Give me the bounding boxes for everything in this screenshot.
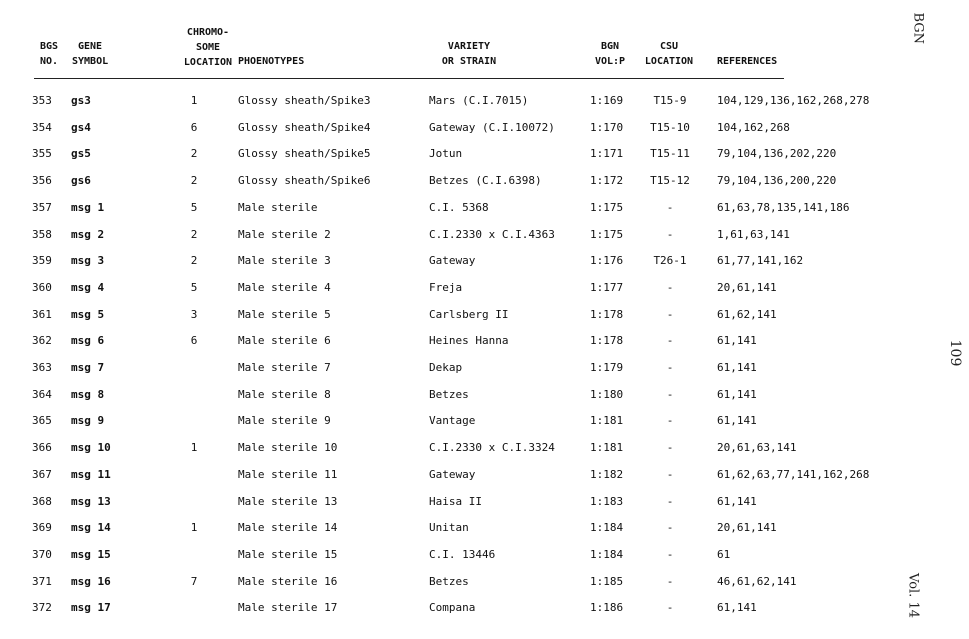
chromosome-location-cell: 1	[190, 94, 198, 107]
header-csu-line1: CSU	[659, 41, 679, 52]
bgn-volume-page-cell: 1:181	[590, 441, 624, 454]
bgn-volume-page-cell: 1:184	[590, 548, 624, 561]
variety-cell: C.I.2330 x C.I.3324	[429, 441, 555, 454]
csu-location-cell: -	[666, 575, 674, 588]
bgs-number-cell: 371	[32, 575, 52, 588]
references-cell: 61,141	[717, 414, 757, 427]
phenotype-cell: Glossy sheath/Spike3	[238, 94, 371, 107]
running-head: BGN	[910, 12, 926, 45]
bgn-volume-page-cell: 1:175	[590, 201, 624, 214]
bgs-number-cell: 364	[32, 388, 52, 401]
bgs-number-cell: 362	[32, 334, 52, 347]
variety-cell: Carlsberg II	[429, 308, 509, 321]
references-cell: 61,141	[717, 388, 757, 401]
gene-symbol-cell: msg 6	[71, 334, 105, 347]
bgs-number-cell: 369	[32, 521, 52, 534]
bgn-volume-page-cell: 1:170	[590, 121, 624, 134]
phenotype-cell: Male sterile 9	[238, 414, 331, 427]
bgn-volume-page-cell: 1:171	[590, 147, 624, 160]
header-phenotypes	[238, 54, 304, 69]
header-bgs-line1: BGS	[39, 41, 59, 52]
bgs-number-cell: 372	[32, 601, 52, 614]
volume-label: Vol. 14	[905, 573, 921, 618]
chromosome-location-cell: 5	[190, 281, 198, 294]
csu-location-cell: -	[666, 361, 674, 374]
references-cell: 79,104,136,200,220	[717, 174, 837, 187]
variety-cell: C.I.2330 x C.I.4363	[429, 228, 555, 241]
chromosome-location-cell: 7	[190, 575, 198, 588]
gene-symbol-cell: msg 9	[71, 414, 105, 427]
variety-cell: Gateway	[429, 254, 476, 267]
bgs-number-cell: 360	[32, 281, 52, 294]
phenotype-cell: Male sterile 16	[238, 575, 338, 588]
variety-cell: Betzes	[429, 388, 469, 401]
csu-location-cell: -	[666, 201, 674, 214]
bgn-volume-page-cell: 1:185	[590, 575, 624, 588]
phenotype-cell: Male sterile 15	[238, 548, 338, 561]
header-chrom-line2: SOME	[195, 42, 221, 53]
references-cell: 79,104,136,202,220	[717, 147, 837, 160]
csu-location-cell: -	[666, 388, 674, 401]
chromosome-location-cell: 2	[190, 147, 198, 160]
bgs-number-cell: 359	[32, 254, 52, 267]
references-cell: 61,62,141	[717, 308, 777, 321]
header-vol-line2: VOL:P	[594, 56, 626, 67]
bgn-volume-page-cell: 1:180	[590, 388, 624, 401]
header-references	[717, 54, 777, 69]
chromosome-location-cell: 2	[190, 254, 198, 267]
gene-symbol-cell: msg 16	[71, 575, 111, 588]
gene-symbol-cell: msg 13	[71, 495, 111, 508]
references-cell: 61,141	[717, 495, 757, 508]
phenotype-cell: Male sterile 10	[238, 441, 338, 454]
bgs-number-cell: 365	[32, 414, 52, 427]
phenotype-cell: Glossy sheath/Spike4	[238, 121, 371, 134]
gene-symbol-cell: gs5	[71, 147, 91, 160]
references-cell: 61,77,141,162	[717, 254, 804, 267]
variety-cell: Freja	[429, 281, 463, 294]
chromosome-location-cell: 5	[190, 201, 198, 214]
bgn-volume-page-cell: 1:176	[590, 254, 624, 267]
references-cell: 61,63,78,135,141,186	[717, 201, 850, 214]
phenotype-cell: Male sterile 4	[238, 281, 331, 294]
references-cell: 46,61,62,141	[717, 575, 797, 588]
gene-symbol-cell: msg 2	[71, 228, 105, 241]
variety-cell: Vantage	[429, 414, 476, 427]
chromosome-location-cell: 2	[190, 174, 198, 187]
gene-symbol-cell: msg 7	[71, 361, 105, 374]
header-bgs-no	[38, 39, 60, 69]
gene-symbol-cell: msg 14	[71, 521, 111, 534]
header-csu-location	[642, 39, 696, 69]
phenotype-cell: Male sterile 6	[238, 334, 331, 347]
csu-location-cell: -	[666, 441, 674, 454]
bgs-number-cell: 355	[32, 147, 52, 160]
gene-symbol-cell: msg 17	[71, 601, 111, 614]
phenotype-cell: Male sterile 7	[238, 361, 331, 374]
csu-location-cell: T15-12	[650, 174, 690, 187]
chromosome-location-cell: 6	[190, 334, 198, 347]
variety-cell: C.I. 5368	[429, 201, 489, 214]
bgn-volume-page-cell: 1:179	[590, 361, 624, 374]
variety-cell: Compana	[429, 601, 476, 614]
header-ref-label: REFERENCES	[717, 56, 778, 67]
csu-location-cell: T15-9	[653, 94, 687, 107]
header-variety	[424, 39, 514, 69]
bgs-number-cell: 353	[32, 94, 52, 107]
bgn-volume-page-cell: 1:178	[590, 308, 624, 321]
header-chrom-line3: LOCATION	[183, 57, 233, 68]
header-chrom-line1: CHROMO-	[186, 27, 230, 38]
bgs-number-cell: 358	[32, 228, 52, 241]
header-bgn-vol	[590, 39, 630, 69]
csu-location-cell: -	[666, 334, 674, 347]
gene-symbol-cell: msg 8	[71, 388, 105, 401]
csu-location-cell: -	[666, 601, 674, 614]
variety-cell: Mars (C.I.7015)	[429, 94, 529, 107]
bgn-volume-page-cell: 1:186	[590, 601, 624, 614]
csu-location-cell: -	[666, 228, 674, 241]
bgs-number-cell: 363	[32, 361, 52, 374]
bgn-volume-page-cell: 1:177	[590, 281, 624, 294]
phenotype-cell: Male sterile 17	[238, 601, 338, 614]
variety-cell: Dekap	[429, 361, 463, 374]
chromosome-location-cell: 2	[190, 228, 198, 241]
phenotype-cell: Male sterile 5	[238, 308, 331, 321]
references-cell: 104,129,136,162,268,278	[717, 94, 870, 107]
references-cell: 61,141	[717, 361, 757, 374]
bgs-number-cell: 357	[32, 201, 52, 214]
phenotype-cell: Glossy sheath/Spike5	[238, 147, 371, 160]
csu-location-cell: -	[666, 521, 674, 534]
bgn-volume-page-cell: 1:183	[590, 495, 624, 508]
phenotype-cell: Male sterile 3	[238, 254, 331, 267]
csu-location-cell: T26-1	[653, 254, 687, 267]
bgs-number-cell: 361	[32, 308, 52, 321]
references-cell: 61,62,63,77,141,162,268	[717, 468, 870, 481]
gene-symbol-cell: msg 4	[71, 281, 105, 294]
bgn-volume-page-cell: 1:169	[590, 94, 624, 107]
bgn-volume-page-cell: 1:184	[590, 521, 624, 534]
bgn-volume-page-cell: 1:175	[590, 228, 624, 241]
references-cell: 20,61,63,141	[717, 441, 797, 454]
header-vol-line1: BGN	[600, 41, 620, 52]
bgs-number-cell: 370	[32, 548, 52, 561]
header-gene-line1: GENE	[78, 41, 103, 52]
header-bgs-line2: NO.	[39, 56, 59, 67]
references-cell: 20,61,141	[717, 521, 777, 534]
csu-location-cell: -	[666, 468, 674, 481]
phenotype-cell: Male sterile 14	[238, 521, 338, 534]
phenotype-cell: Male sterile 13	[238, 495, 338, 508]
variety-cell: C.I. 13446	[429, 548, 496, 561]
phenotype-cell: Male sterile 11	[238, 468, 338, 481]
variety-cell: Jotun	[429, 147, 463, 160]
phenotype-cell: Male sterile 8	[238, 388, 331, 401]
gene-symbol-cell: msg 15	[71, 548, 111, 561]
phenotype-cell: Glossy sheath/Spike6	[238, 174, 371, 187]
header-gene-symbol	[72, 39, 142, 69]
gene-symbol-cell: msg 10	[71, 441, 111, 454]
csu-location-cell: T15-11	[650, 147, 690, 160]
chromosome-location-cell: 1	[190, 441, 198, 454]
chromosome-location-cell: 3	[190, 308, 198, 321]
csu-location-cell: -	[666, 548, 674, 561]
header-gene-line2: SYMBOL	[72, 56, 109, 67]
csu-location-cell: -	[666, 308, 674, 321]
variety-cell: Unitan	[429, 521, 469, 534]
header-csu-line2: LOCATION	[644, 56, 694, 67]
header-rule	[34, 78, 784, 79]
variety-cell: Gateway	[429, 468, 476, 481]
gene-symbol-cell: msg 5	[71, 308, 105, 321]
variety-cell: Gateway (C.I.10072)	[429, 121, 555, 134]
bgs-number-cell: 356	[32, 174, 52, 187]
chromosome-location-cell: 1	[190, 521, 198, 534]
bgs-number-cell: 368	[32, 495, 52, 508]
variety-cell: Betzes	[429, 575, 469, 588]
references-cell: 61	[717, 548, 731, 561]
gene-symbol-cell: msg 3	[71, 254, 105, 267]
bgn-volume-page-cell: 1:181	[590, 414, 624, 427]
page-number: 109	[947, 339, 963, 367]
header-phen-label: PHOENOTYPES	[238, 56, 305, 67]
csu-location-cell: -	[666, 414, 674, 427]
gene-symbol-cell: msg 11	[71, 468, 111, 481]
variety-cell: Betzes (C.I.6398)	[429, 174, 542, 187]
references-cell: 104,162,268	[717, 121, 790, 134]
references-cell: 1,61,63,141	[717, 228, 790, 241]
chromosome-location-cell: 6	[190, 121, 198, 134]
gene-symbol-cell: gs3	[71, 94, 91, 107]
header-chromosome-location	[178, 25, 238, 70]
bgn-volume-page-cell: 1:182	[590, 468, 624, 481]
references-cell: 61,141	[717, 334, 757, 347]
gene-symbol-cell: msg 1	[71, 201, 105, 214]
bgn-volume-page-cell: 1:178	[590, 334, 624, 347]
gene-symbol-cell: gs4	[71, 121, 91, 134]
variety-cell: Heines Hanna	[429, 334, 509, 347]
bgn-volume-page-cell: 1:172	[590, 174, 624, 187]
variety-cell: Haisa II	[429, 495, 482, 508]
phenotype-cell: Male sterile	[238, 201, 318, 214]
csu-location-cell: -	[666, 495, 674, 508]
bgs-number-cell: 354	[32, 121, 52, 134]
bgs-number-cell: 367	[32, 468, 52, 481]
references-cell: 20,61,141	[717, 281, 777, 294]
bgs-number-cell: 366	[32, 441, 52, 454]
references-cell: 61,141	[717, 601, 757, 614]
phenotype-cell: Male sterile 2	[238, 228, 331, 241]
header-var-line1: VARIETY	[447, 41, 491, 52]
header-var-line2: OR STRAIN	[441, 56, 497, 67]
csu-location-cell: -	[666, 281, 674, 294]
gene-symbol-cell: gs6	[71, 174, 91, 187]
csu-location-cell: T15-10	[650, 121, 690, 134]
